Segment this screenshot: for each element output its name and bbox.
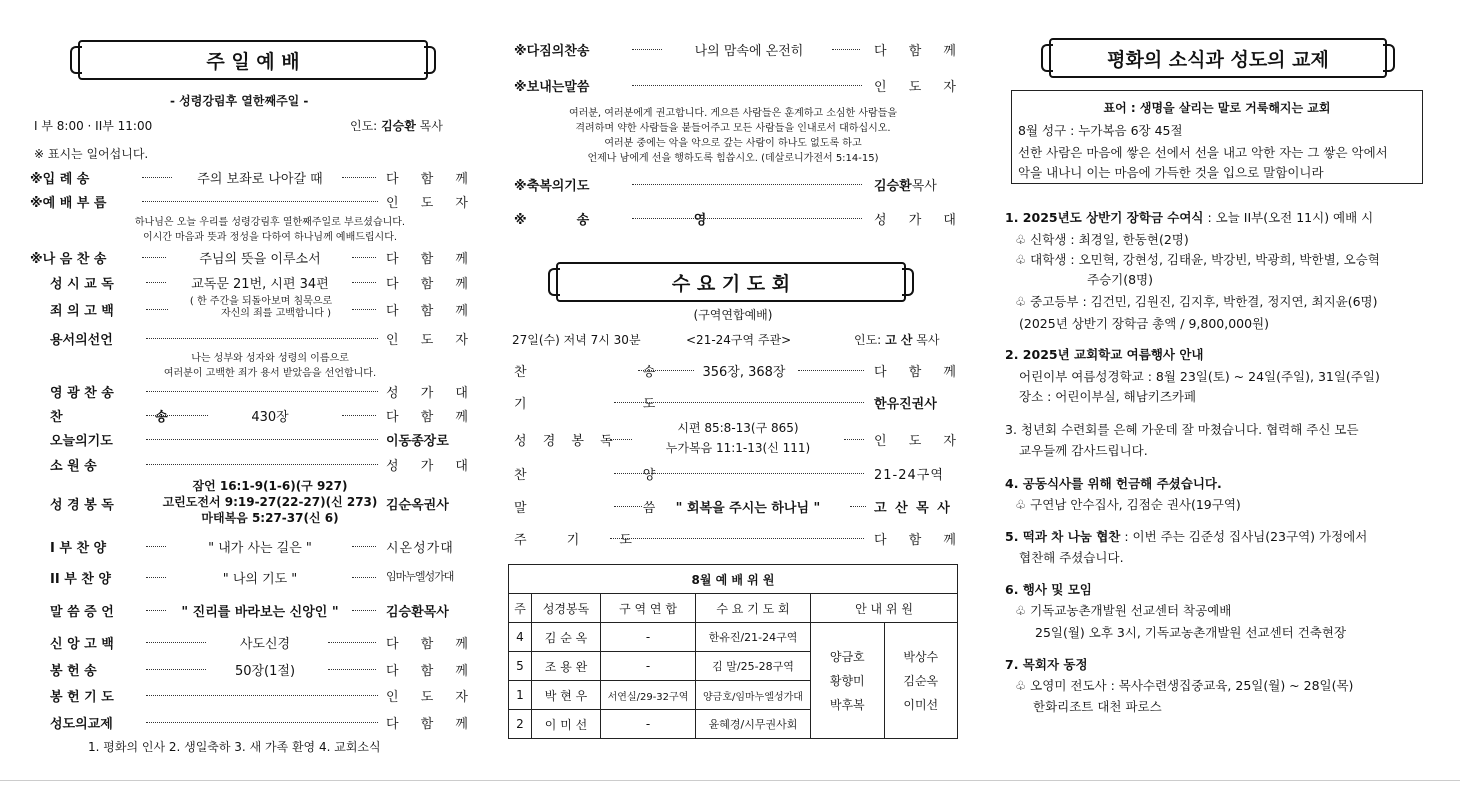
order-row: 신 앙 고 백 사도신경 다 함 께 (30, 633, 470, 653)
ushers-b: 박상수 김순옥 이미선 (884, 623, 958, 739)
order-row: I 부 찬 양 " 내가 사는 길은 " 시온성가대 (30, 537, 470, 557)
motto-text: 악을 내나니 이는 마음에 가득한 것을 입으로 말함이니라 (1018, 165, 1324, 180)
banner-text: 수 요 기 도 회 (671, 272, 791, 295)
notice-1-item: ♧ 신학생 : 최경일, 한동현(2명) (1015, 232, 1189, 247)
duty-title: 8월 예 배 위 원 (509, 565, 958, 594)
order-row: 죄 의 고 백 다 함 께 (30, 300, 470, 320)
motto-title: 표어 : 생명을 살리는 말로 거룩해지는 교회 (1103, 101, 1331, 115)
order-row: 성도의교제 다 함 께 (30, 713, 470, 733)
notice-7: 7. 목회자 동정 (1005, 657, 1088, 672)
wednesday-time: 27일(수) 저녁 7시 30분 (512, 333, 641, 347)
order-row: ※예 배 부 름 인 도 자 (30, 192, 470, 212)
order-row: ※송 영 성 가 대 (514, 209, 954, 229)
order-row: 용서의선언 인 도 자 (30, 329, 470, 349)
notice-7-item: 한화리조트 대천 파로스 (1033, 699, 1162, 714)
sending-words: 여러분, 여러분에게 권고합니다. 게으른 사람들은 훈계하고 소심한 사람들을 격려하며 약한 사람들을 붙들어주고 모든 사람들을 인내로서 대하십시오. 여러분 중에는 악을 악으로 갚는 사람이 하나도 없도록 하고 언제나 남에게 선을 행하도록 힘씁시오. (데살로니가전서 5:14-15) (568, 108, 898, 164)
motto-box (1011, 90, 1423, 184)
order-row: 성 시 교 독 교독문 21번, 시편 34편 다 함 께 (30, 273, 470, 293)
notice-4-item: ♧ 구연남 안수집사, 김점순 권사(19구역) (1015, 497, 1241, 512)
notice-2-item: 어린이부 여름성경학교 : 8월 23일(토) ~ 24일(주일), 31일(주일) (1019, 369, 1380, 384)
order-row: ※다짐의찬송 나의 맘속에 온전히 다 함 께 (514, 40, 954, 60)
order-row: 말 씀 증 언 " 진리를 바라보는 신앙인 " 김승환목사 (30, 601, 470, 621)
pardon-text: 나는 성부와 성자와 성령의 이름으로 여러분이 고백한 죄가 용서 받았음을 선언합니다. (163, 353, 377, 379)
service-times: I 부 8:00 · II부 11:00 (34, 119, 153, 133)
news-banner (1049, 38, 1387, 78)
notice-1-item: ♧ 대학생 : 오민혁, 강현성, 김태윤, 박강빈, 박광희, 박한별, 오승혁 (1015, 252, 1380, 267)
wed-order-row: 기 도 한유진권사 (514, 393, 954, 413)
notice-1-item: ♧ 중고등부 : 김건민, 김원진, 김지후, 박한결, 정지연, 최지윤(6명) (1015, 294, 1378, 309)
table-row: 주 성경봉독 구 역 연 합 수 요 기 도 회 안 내 위 원 (509, 594, 958, 623)
order-row: 성 경 봉 독 김순옥권사 (50, 498, 449, 513)
notice-3: 3. 청년회 수련회를 은혜 가운데 잘 마쳤습니다. 협력해 주신 모든 (1005, 422, 1359, 437)
wed-order-row: 성 경 봉 독 인 도 자 (514, 430, 954, 450)
notice-5: 5. 떡과 차 나눔 협찬 : 이번 주는 김준성 집사님(23구역) 가정에서 (1005, 529, 1368, 544)
motto-text: 선한 사람은 마음에 쌓은 선에서 선을 내고 악한 자는 그 쌓은 악에서 (1018, 145, 1388, 160)
order-row: ※입 례 송 주의 보좌로 나아갈 때 다 함 께 (30, 168, 470, 188)
notice-3: 교우들께 감사드립니다. (1019, 443, 1148, 458)
notice-2-item: 장소 : 어린이부실, 해남키즈카페 (1019, 389, 1197, 404)
notice-1-total: (2025년 상반기 장학금 총액 / 9,800,000원) (1019, 316, 1270, 331)
table-row: 2 이 미 선 - 윤혜경/시무권사회 (509, 710, 958, 739)
sunday-worship-banner (78, 40, 428, 80)
order-row: 소 원 송 성 가 대 (30, 455, 470, 475)
banner-text: 평화의 소식과 성도의 교제 (1107, 48, 1329, 71)
table-row: 4 김 순 옥 - 한유진/21-24구역 양금호 황향미 박후복 박상수 김순옥 이미선 (509, 623, 958, 652)
order-row: 영 광 찬 송 성 가 대 (30, 382, 470, 402)
order-row: ※축복의기도 김승환목사 (514, 175, 954, 195)
page-edge (0, 780, 1460, 781)
wednesday-leader: 인도: 고 산 목사 (854, 333, 940, 347)
order-row: 찬 송 430장 다 함 께 (30, 406, 470, 426)
wednesday-host: <21-24구역 주관> (686, 333, 792, 347)
worship-leader: 인도: 김승환 목사 (350, 119, 443, 133)
notice-6-item: ♧ 기독교농촌개발원 선교센터 착공예배 (1015, 603, 1232, 618)
order-row: ※나 음 찬 송 주님의 뜻을 이루소서 다 함 께 (30, 248, 470, 268)
notice-6: 6. 행사 및 모임 (1005, 582, 1092, 597)
wed-scripture: 시편 85:8-13(구 865) 누가복음 11:1-13(신 111) (665, 421, 811, 455)
order-row: 봉 헌 송 50장(1절) 다 함 께 (30, 660, 470, 680)
notice-1: 1. 2025년도 상반기 장학금 수여식 : 오늘 II부(오전 11시) 예배 시 (1005, 210, 1374, 225)
ushers-a: 양금호 황향미 박후복 (811, 623, 885, 739)
order-row: 오늘의기도 이동종장로 (30, 430, 470, 450)
banner-text: 주 일 예 배 (206, 50, 300, 73)
notice-1-item: 주승기(8명) (1087, 272, 1154, 287)
order-row: 봉 헌 기 도 인 도 자 (30, 686, 470, 706)
order-row: II 부 찬 양 " 나의 기도 " 임마누엘성가대 (50, 570, 454, 587)
notice-5: 협찬해 주셨습니다. (1019, 550, 1124, 565)
table-row: 5 조 용 완 - 김 말/25-28구역 (509, 652, 958, 681)
wed-order-row: 찬 양 21-24구역 (514, 464, 954, 484)
wed-order-row: 주 기 도 다 함 께 (514, 529, 954, 549)
duty-roster-table (508, 564, 958, 739)
wed-order-row: 찬 송 356장, 368장 다 함 께 (514, 361, 954, 381)
wed-order-row: 말 씀 " 회복을 주시는 하나님 " 고 산 목 사 (514, 497, 954, 517)
wednesday-subtitle: (구역연합예배) (693, 308, 773, 322)
scripture-passages: 잠언 16:1-9(1-6)(구 927) 고린도전서 9:19-27(22-27)(신 273) 마태복음 5:27-37(신 6) (162, 479, 378, 525)
order-row: ※보내는말씀 인 도 자 (514, 76, 954, 96)
sunday-subtitle: - 성령강림후 열한째주일 - (170, 94, 309, 108)
stand-note: ※ 표시는 일어섭니다. (34, 147, 149, 161)
notice-6-item: 25일(월) 오후 3시, 기독교농촌개발원 선교센터 건축현장 (1035, 625, 1347, 640)
notice-2: 2. 2025년 교회학교 여름행사 안내 (1005, 347, 1204, 362)
table-row: 1 박 현 우 서연실/29-32구역 양금호/임마누엘성가대 (509, 681, 958, 710)
fellowship-items: 1. 평화의 인사 2. 생일축하 3. 새 가족 환영 4. 교회소식 (88, 740, 381, 754)
wednesday-banner (556, 262, 906, 302)
motto-verse: 8월 성구 : 누가복음 6장 45절 (1018, 123, 1183, 138)
notice-7-item: ♧ 오영미 전도사 : 목사수련생집중교육, 25일(월) ~ 28일(목) (1015, 678, 1354, 693)
call-text: 하나님은 오늘 우리를 성령강림후 열한째주일로 부르셨습니다. 이시간 마음과 뜻과 정성을 다하여 하나님께 예배드립시다. (134, 217, 406, 243)
confession-note: ( 한 주간을 되돌아보며 침묵으로 자신의 죄를 고백합니다 ) (189, 296, 333, 319)
notice-4: 4. 공동식사를 위해 헌금해 주셨습니다. (1005, 476, 1222, 491)
